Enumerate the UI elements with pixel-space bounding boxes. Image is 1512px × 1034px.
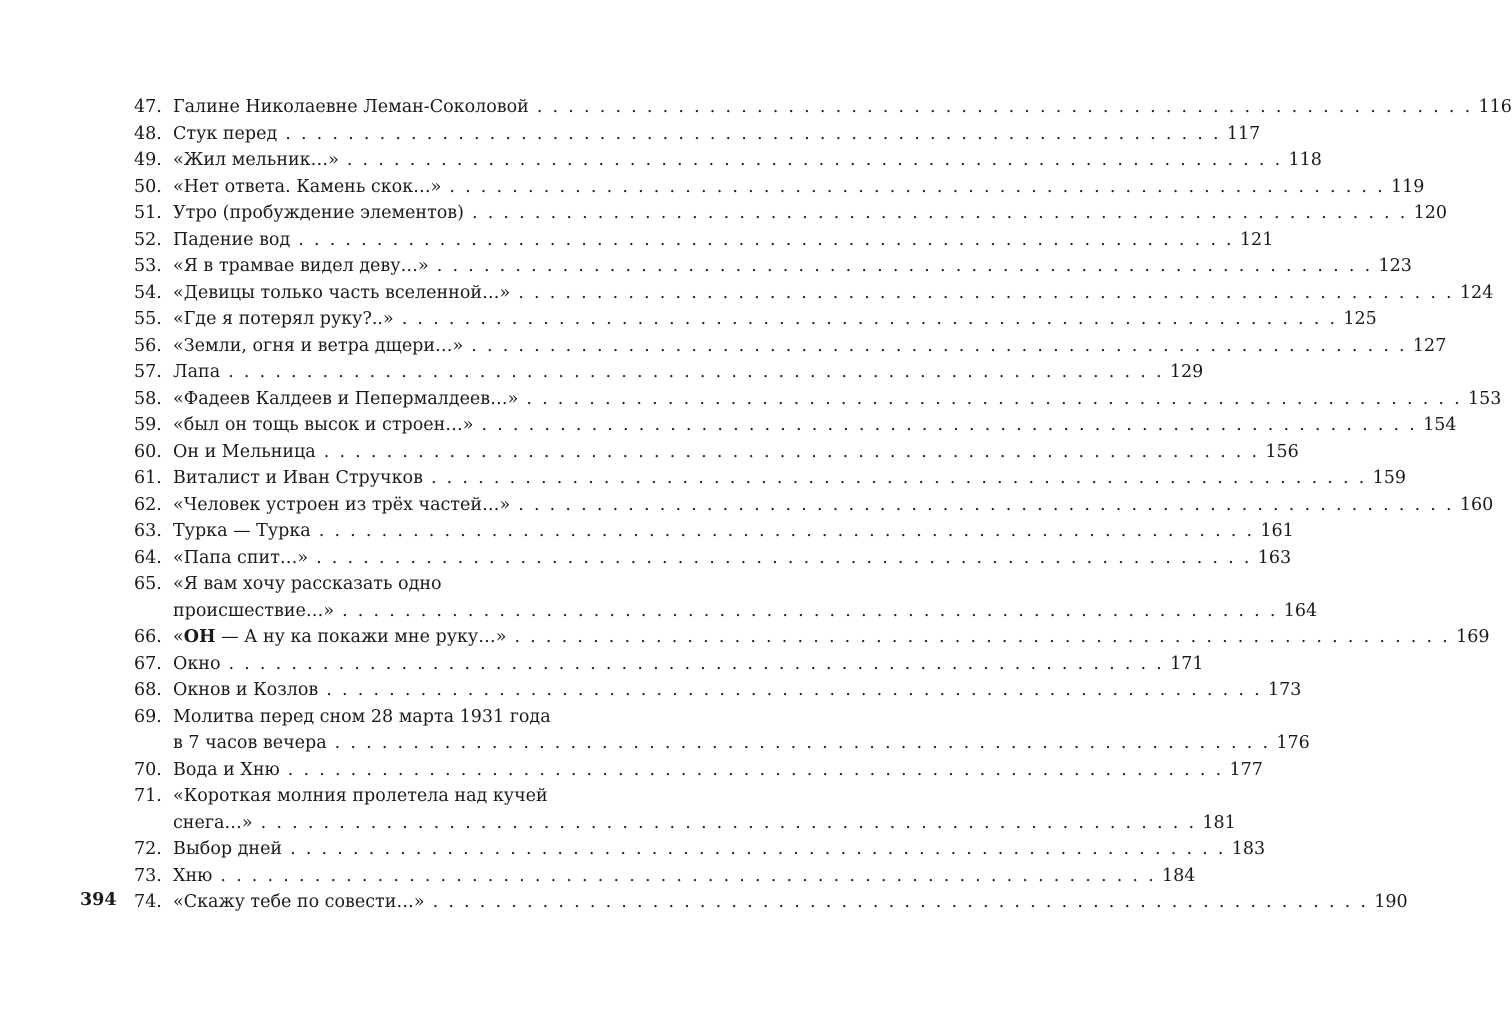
- dot-leader: . . . . . . . . . . . . . . . . . . . . . . . . . . . . . . . . . . . . . . . . . . . . . . . . . . . . . . . . . . . .: [334, 733, 1271, 753]
- entry-number: 55.: [134, 309, 162, 329]
- entry-title: «Человек устроен из трёх частей…»: [173, 494, 511, 515]
- toc-entry: [0, 412, 1457, 439]
- entry-title: «Папа спит…»: [173, 547, 309, 568]
- dot-leader: . . . . . . . . . . . . . . . . . . . . . . . . . . . . . . . . . . . . . . . . . . . . . . . . . . . . . . . . . . . .: [518, 282, 1454, 303]
- entry-page-number: 190: [1374, 892, 1408, 912]
- toc-entry: [0, 624, 1490, 651]
- toc-entry: [0, 863, 1196, 890]
- toc-entry: [0, 571, 1318, 624]
- toc-entry: [0, 651, 1204, 678]
- entry-number: 57.: [134, 362, 162, 382]
- dot-leader: . . . . . . . . . . . . . . . . . . . . . . . . . . . . . . . . . . . . . . . . . . . . . . . . . . . . . . . . . . . .: [401, 309, 1338, 329]
- dot-leader: . . . . . . . . . . . . . . . . . . . . . . . . . . . . . . . . . . . . . . . . . . . . . . . . . . . . . . . . . . . .: [298, 229, 1234, 250]
- entry-page-number: 160: [1459, 494, 1494, 515]
- entry-number: 56.: [134, 335, 162, 356]
- dot-leader: . . . . . . . . . . . . . . . . . . . . . . . . . . . . . . . . . . . . . . . . . . . . . . . . . . . . . . . . . . . .: [285, 123, 1221, 144]
- entry-title: «Девицы только часть вселенной…»: [173, 282, 511, 303]
- entry-title: «Я в трамвае видел деву…»: [173, 256, 429, 276]
- dot-leader: . . . . . . . . . . . . . . . . . . . . . . . . . . . . . . . . . . . . . . . . . . . . . . . . . . . . . . . . . . . .: [436, 256, 1373, 276]
- entry-number: 54.: [134, 282, 162, 303]
- entry-page-number: 121: [1239, 229, 1274, 250]
- entry-title: Лапа: [173, 362, 221, 382]
- entry-number: 68.: [134, 680, 162, 700]
- entry-number: 63.: [134, 521, 162, 541]
- entry-page-number: 183: [1231, 839, 1266, 859]
- entry-title: «Где я потерял руку?..»: [173, 309, 394, 329]
- entry-number: 62.: [134, 494, 162, 515]
- entry-page-number: 161: [1260, 521, 1294, 541]
- entry-number: 53.: [134, 256, 162, 276]
- dot-leader: . . . . . . . . . . . . . . . . . . . . . . . . . . . . . . . . . . . . . . . . . . . . . . . . . . . . . . . . . . . .: [316, 547, 1252, 568]
- dot-leader: . . . . . . . . . . . . . . . . . . . . . . . . . . . . . . . . . . . . . . . . . . . . . . . . . . . . . . . . . . . .: [323, 441, 1260, 462]
- page-number-folio: 394: [80, 890, 117, 910]
- entry-title: происшествие…»: [173, 600, 335, 621]
- toc-entry: [0, 121, 1261, 148]
- entry-page-number: 117: [1226, 123, 1261, 144]
- entry-title-line: «Я вам хочу рассказать одно: [173, 574, 442, 594]
- entry-page-number: 120: [1413, 203, 1448, 223]
- dot-leader: . . . . . . . . . . . . . . . . . . . . . . . . . . . . . . . . . . . . . . . . . . . . . . . . . . . . . . . . . . . .: [220, 865, 1157, 886]
- entry-number: 66.: [134, 627, 162, 647]
- toc-entry: [0, 545, 1292, 572]
- toc-entry: [0, 147, 1322, 174]
- toc-entry: [0, 200, 1448, 227]
- dot-leader: . . . . . . . . . . . . . . . . . . . . . . . . . . . . . . . . . . . . . . . . . . . . . . . . . . . . . . . . . . . .: [471, 203, 1408, 223]
- entry-title: Вода и Хню: [173, 759, 280, 780]
- entry-page-number: 119: [1391, 176, 1425, 197]
- entry-title: Виталист и Иван Стручков: [173, 468, 423, 488]
- toc-entry: [0, 386, 1502, 413]
- entry-number: 61.: [134, 468, 162, 488]
- dot-leader: . . . . . . . . . . . . . . . . . . . . . . . . . . . . . . . . . . . . . . . . . . . . . . . . . . . . . . . . . . . .: [287, 759, 1224, 780]
- entry-page-number: 184: [1162, 865, 1196, 886]
- entry-page-number: 164: [1283, 600, 1318, 621]
- entry-page-number: 176: [1276, 733, 1310, 753]
- dot-leader: . . . . . . . . . . . . . . . . . . . . . . . . . . . . . . . . . . . . . . . . . . . . . . . . . . . . . . . . . . . .: [290, 839, 1226, 859]
- entry-page-number: 129: [1169, 362, 1204, 382]
- entry-title: Стук перед: [173, 123, 278, 144]
- entry-title: «Скажу тебе по совести…»: [173, 892, 425, 912]
- entry-page-number: 153: [1468, 388, 1502, 409]
- dot-leader: . . . . . . . . . . . . . . . . . . . . . . . . . . . . . . . . . . . . . . . . . . . . . . . . . . . . . . . . . . . .: [430, 468, 1367, 488]
- toc-entry: [0, 783, 1236, 836]
- entry-page-number: 171: [1170, 653, 1204, 674]
- entry-page-number: 124: [1459, 282, 1494, 303]
- entry-title: Окно: [173, 653, 221, 674]
- entry-page-number: 181: [1202, 812, 1236, 833]
- entry-title: «был он тощь высок и строен…»: [173, 415, 474, 435]
- toc-entry: [0, 677, 1302, 704]
- entry-title: Окнов и Козлов: [173, 680, 319, 700]
- entry-page-number: 173: [1267, 680, 1302, 700]
- dot-leader: . . . . . . . . . . . . . . . . . . . . . . . . . . . . . . . . . . . . . . . . . . . . . . . . . . . . . . . . . . . .: [228, 653, 1165, 674]
- entry-number: 47.: [134, 97, 162, 117]
- entry-title: «Земли, огня и ветра дщери…»: [173, 335, 464, 356]
- entry-title: Турка — Турка: [173, 521, 311, 541]
- entry-title: «Нет ответа. Камень скок…»: [173, 176, 442, 197]
- dot-leader: . . . . . . . . . . . . . . . . . . . . . . . . . . . . . . . . . . . . . . . . . . . . . . . . . . . . . . . . . . . .: [514, 627, 1451, 647]
- entry-page-number: 169: [1456, 627, 1490, 647]
- entry-title-line: Молитва перед сном 28 марта 1931 года: [173, 706, 551, 727]
- entry-page-number: 127: [1412, 335, 1447, 356]
- entry-number: 70.: [134, 759, 162, 780]
- entry-number: 48.: [134, 123, 162, 144]
- entry-number: 65.: [134, 574, 162, 594]
- dot-leader: . . . . . . . . . . . . . . . . . . . . . . . . . . . . . . . . . . . . . . . . . . . . . . . . . . . . . . . . . . . .: [318, 521, 1255, 541]
- entry-title: снега…»: [173, 812, 253, 833]
- entry-number: 59.: [134, 415, 162, 435]
- entry-title: «ОН — А ну ка покажи мне руку…»: [173, 627, 507, 647]
- dot-leader: . . . . . . . . . . . . . . . . . . . . . . . . . . . . . . . . . . . . . . . . . . . . . . . . . . . . . . . . . . . .: [536, 97, 1473, 117]
- entry-number: 69.: [134, 706, 162, 727]
- dot-leader: . . . . . . . . . . . . . . . . . . . . . . . . . . . . . . . . . . . . . . . . . . . . . . . . . . . . . . . . . . . .: [449, 176, 1386, 197]
- dot-leader: . . . . . . . . . . . . . . . . . . . . . . . . . . . . . . . . . . . . . . . . . . . . . . . . . . . . . . . . . . . .: [471, 335, 1407, 356]
- entry-page-number: 125: [1343, 309, 1377, 329]
- entry-number: 50.: [134, 176, 162, 197]
- entry-title: Утро (пробуждение элементов): [173, 203, 464, 223]
- entry-number: 52.: [134, 229, 162, 250]
- entry-title: Галине Николаевне Леман-Соколовой: [173, 97, 529, 117]
- entry-number: 71.: [134, 786, 162, 806]
- dot-leader: . . . . . . . . . . . . . . . . . . . . . . . . . . . . . . . . . . . . . . . . . . . . . . . . . . . . . . . . . . . .: [481, 415, 1418, 435]
- dot-leader: . . . . . . . . . . . . . . . . . . . . . . . . . . . . . . . . . . . . . . . . . . . . . . . . . . . . . . . . . . . .: [432, 892, 1369, 912]
- toc-entry: [0, 359, 1204, 386]
- entry-number: 67.: [134, 653, 162, 674]
- toc-entry: [0, 704, 1310, 757]
- toc-entry: [0, 518, 1294, 545]
- toc-entry: [0, 306, 1377, 333]
- entry-number: 64.: [134, 547, 162, 568]
- entry-title: «Жил мельник…»: [173, 150, 339, 170]
- toc-entry: [0, 492, 1494, 519]
- toc-entry: [0, 333, 1447, 360]
- toc-entry: [0, 280, 1494, 307]
- dot-leader: . . . . . . . . . . . . . . . . . . . . . . . . . . . . . . . . . . . . . . . . . . . . . . . . . . . . . . . . . . . .: [346, 150, 1283, 170]
- toc-entry: [0, 253, 1412, 280]
- toc-entry: [0, 227, 1274, 254]
- entry-title: Падение вод: [173, 229, 291, 250]
- entry-page-number: 156: [1265, 441, 1299, 462]
- entry-page-number: 118: [1288, 150, 1322, 170]
- table-of-contents: [0, 94, 1512, 916]
- entry-page-number: 116: [1478, 97, 1512, 117]
- toc-entry: [0, 174, 1425, 201]
- toc-entry: [0, 94, 1512, 121]
- entry-number: 60.: [134, 441, 162, 462]
- entry-number: 51.: [134, 203, 162, 223]
- entry-title-line: «Короткая молния пролетела над кучей: [173, 786, 548, 806]
- entry-title: Хню: [173, 865, 213, 886]
- dot-leader: . . . . . . . . . . . . . . . . . . . . . . . . . . . . . . . . . . . . . . . . . . . . . . . . . . . . . . . . . . . .: [518, 494, 1454, 515]
- entry-page-number: 177: [1229, 759, 1263, 780]
- entry-page-number: 163: [1257, 547, 1292, 568]
- entry-page-number: 159: [1372, 468, 1407, 488]
- dot-leader: . . . . . . . . . . . . . . . . . . . . . . . . . . . . . . . . . . . . . . . . . . . . . . . . . . . . . . . . . . . .: [228, 362, 1164, 382]
- entry-number: 74.: [134, 892, 162, 912]
- dot-leader: . . . . . . . . . . . . . . . . . . . . . . . . . . . . . . . . . . . . . . . . . . . . . . . . . . . . . . . . . . . .: [260, 812, 1197, 833]
- entry-number: 72.: [134, 839, 162, 859]
- toc-entry: [0, 439, 1299, 466]
- entry-number: 49.: [134, 150, 162, 170]
- dot-leader: . . . . . . . . . . . . . . . . . . . . . . . . . . . . . . . . . . . . . . . . . . . . . . . . . . . . . . . . . . . .: [342, 600, 1278, 621]
- entry-page-number: 123: [1378, 256, 1412, 276]
- toc-entry: [0, 465, 1407, 492]
- entry-page-number: 154: [1423, 415, 1457, 435]
- entry-title: в 7 часов вечера: [173, 733, 327, 753]
- toc-entry: [0, 836, 1266, 863]
- entry-title: Выбор дней: [173, 839, 283, 859]
- entry-number: 58.: [134, 388, 162, 409]
- toc-entry: [0, 757, 1263, 784]
- dot-leader: . . . . . . . . . . . . . . . . . . . . . . . . . . . . . . . . . . . . . . . . . . . . . . . . . . . . . . . . . . . .: [326, 680, 1262, 700]
- dot-leader: . . . . . . . . . . . . . . . . . . . . . . . . . . . . . . . . . . . . . . . . . . . . . . . . . . . . . . . . . . . .: [526, 388, 1463, 409]
- entry-number: 73.: [134, 865, 162, 886]
- entry-title: Он и Мельница: [173, 441, 316, 462]
- entry-title: «Фадеев Калдеев и Пепермалдеев…»: [173, 388, 519, 409]
